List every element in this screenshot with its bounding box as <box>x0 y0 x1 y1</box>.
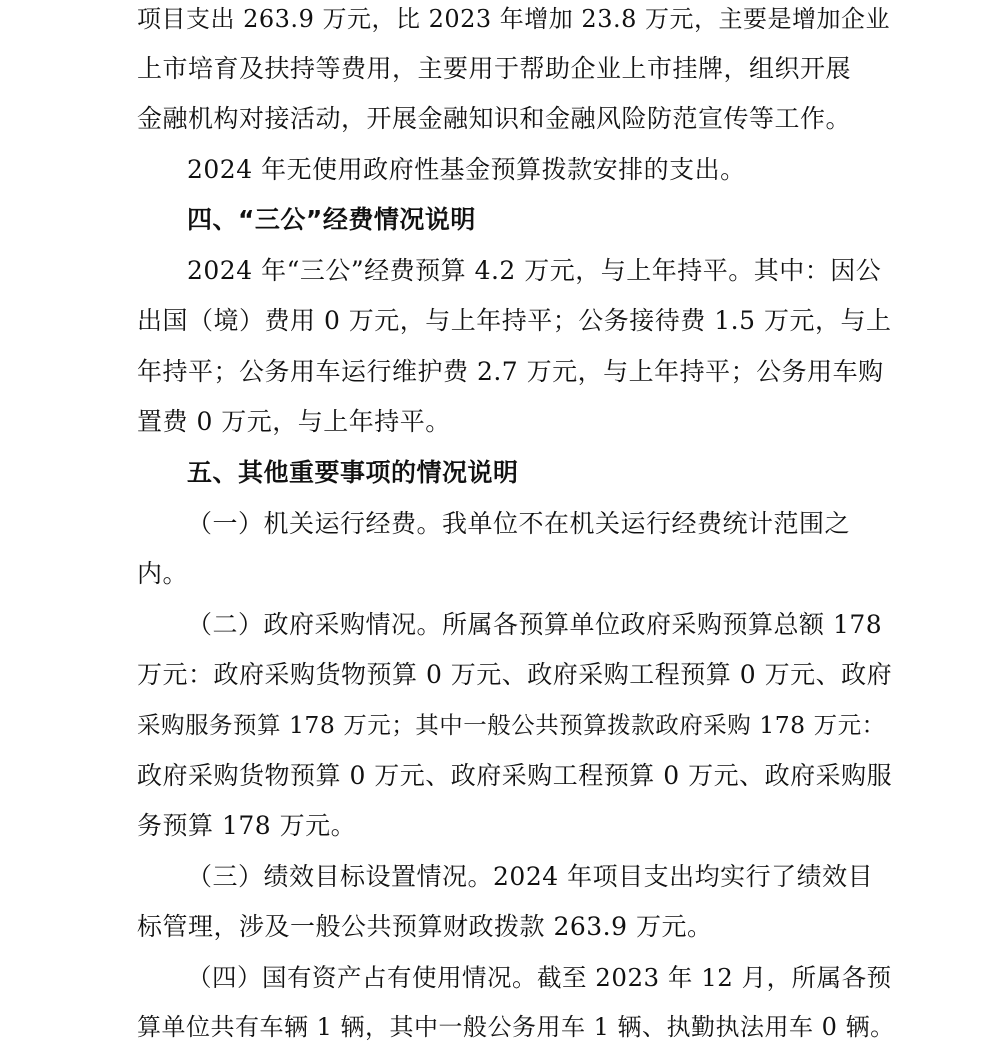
paragraph-line: 年持平；公务用车运行维护费 2.7 万元，与上年持平；公务用车购 <box>137 357 884 386</box>
paragraph-line: 上市培育及扶持等费用，主要用于帮助企业上市挂牌，组织开展 <box>137 54 852 83</box>
paragraph-line: 务预算 178 万元。 <box>137 811 357 840</box>
paragraph-line: 政府采购货物预算 0 万元、政府采购工程预算 0 万元、政府采购服 <box>137 761 893 790</box>
paragraph-line: 置费 0 万元，与上年持平。 <box>137 407 451 436</box>
paragraph-line: 项目支出 263.9 万元，比 2023 年增加 23.8 万元，主要是增加企业 <box>137 5 890 33</box>
paragraph-line: 标管理，涉及一般公共预算财政拨款 263.9 万元。 <box>137 912 713 941</box>
section-heading-4: 四、“三公”经费情况说明 <box>187 205 476 234</box>
paragraph-line: 2024 年“三公”经费预算 4.2 万元，与上年持平。其中：因公 <box>187 256 882 285</box>
paragraph-line: 采购服务预算 178 万元；其中一般公共预算拨款政府采购 178 万元： <box>137 711 886 739</box>
paragraph-line: 内。 <box>137 559 189 588</box>
paragraph-line: （三）绩效目标设置情况。2024 年项目支出均实行了绩效目 <box>187 862 874 891</box>
paragraph-line: 2024 年无使用政府性基金预算拨款安排的支出。 <box>187 155 746 184</box>
paragraph-line: （二）政府采购情况。所属各预算单位政府采购预算总额 178 <box>187 610 883 639</box>
paragraph-line: （一）机关运行经费。我单位不在机关运行经费统计范围之 <box>187 509 851 538</box>
paragraph-line: 万元：政府采购货物预算 0 万元、政府采购工程预算 0 万元、政府 <box>137 660 893 689</box>
paragraph-line: （四）国有资产占有使用情况。截至 2023 年 12 月，所属各预 <box>187 963 892 992</box>
paragraph-line: 金融机构对接活动，开展金融知识和金融风险防范宣传等工作。 <box>137 104 852 133</box>
paragraph-line: 算单位共有车辆 1 辆，其中一般公务用车 1 辆、执勤执法用车 0 辆。 <box>137 1013 895 1041</box>
paragraph-line: 出国（境）费用 0 万元，与上年持平；公务接待费 1.5 万元，与上 <box>137 306 892 335</box>
section-heading-5: 五、其他重要事项的情况说明 <box>187 458 519 487</box>
